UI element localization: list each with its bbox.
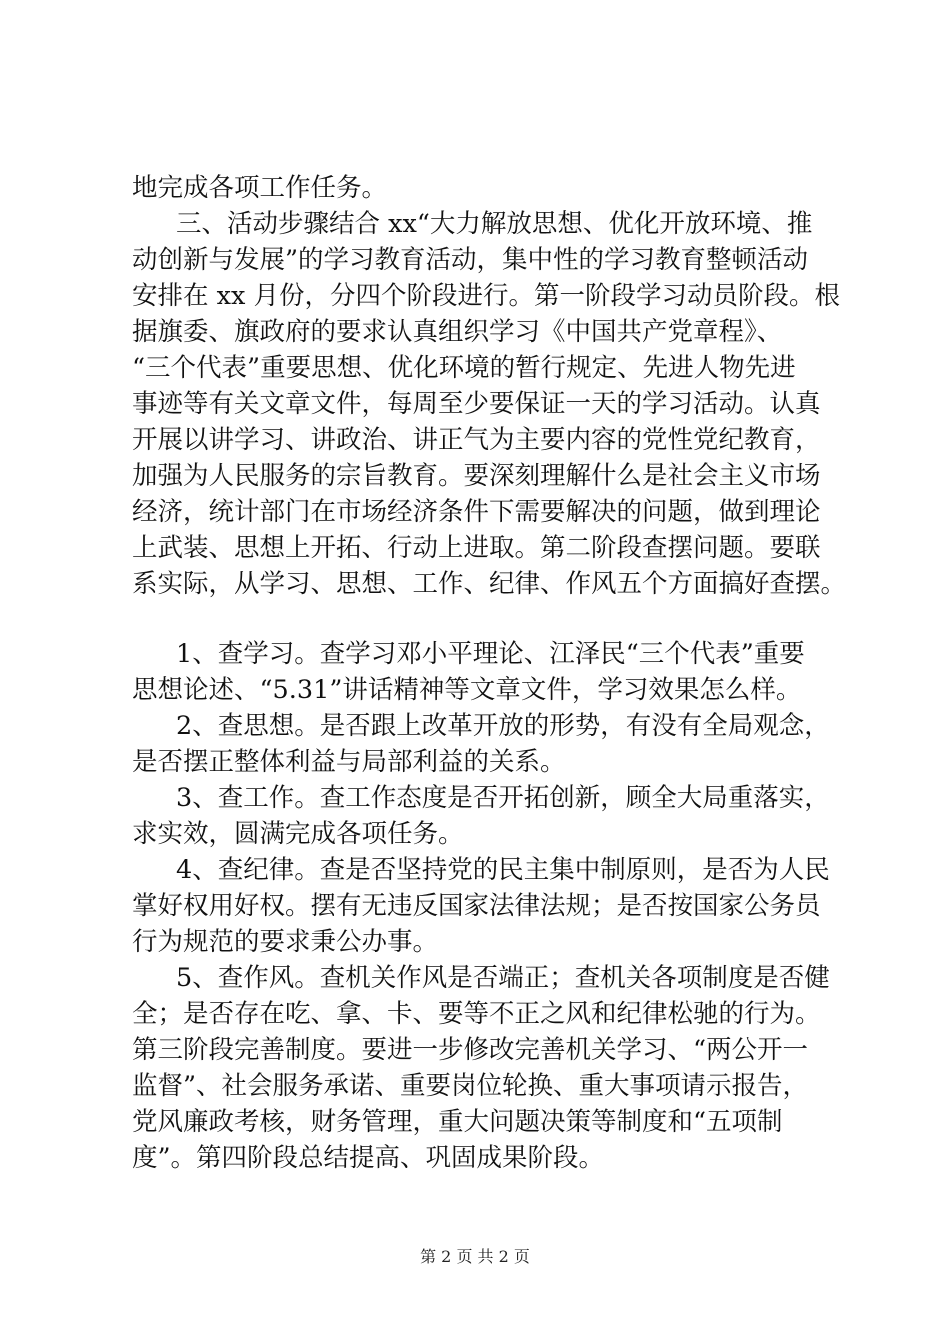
text-line: “三个代表”重要思想、优化环境的暂行规定、先进人物先进	[132, 353, 796, 383]
text-line: 事迹等有关文章文件，每周至少要保证一天的学习活动。认真	[132, 389, 821, 419]
text-line: 党风廉政考核，财务管理，重大问题决策等制度和“五项制	[132, 1107, 783, 1137]
paragraph-gap	[132, 602, 844, 636]
text-line: 开展以讲学习、讲政治、讲正气为主要内容的党性党纪教育，	[132, 425, 821, 455]
text-line: 经济，统计部门在市场经济条件下需要解决的问题，做到理论	[132, 497, 821, 527]
document-body	[132, 170, 847, 1176]
text-line: 行为规范的要求秉公办事。	[132, 927, 439, 957]
text-line: 全；是否存在吃、拿、卡、要等不正之风和纪律松驰的行为。	[132, 999, 821, 1029]
text-line: 第三阶段完善制度。要进一步修改完善机关学习、“两公开一	[132, 1035, 809, 1065]
text-line: 5、查作风。查机关作风是否端正；查机关各项制度是否健	[176, 963, 830, 993]
text-line: 4、查纪律。查是否坚持党的民主集中制原则，是否为人民	[176, 855, 830, 885]
text-line: 掌好权用好权。摆有无违反国家法律法规；是否按国家公务员	[132, 891, 821, 921]
text-line: 思想论述、“5.31”讲话精神等文章文件，学习效果怎么样。	[132, 675, 802, 705]
text-line: 上武装、思想上开拓、行动上进取。第二阶段查摆问题。要联	[132, 533, 821, 563]
text-line: 系实际，从学习、思想、工作、纪律、作风五个方面搞好查摆。	[132, 569, 847, 599]
text-line: 动创新与发展”的学习教育活动，集中性的学习教育整顿活动	[132, 245, 809, 275]
text-line: 求实效，圆满完成各项任务。	[132, 819, 464, 849]
text-line: 是否摆正整体利益与局部利益的关系。	[132, 747, 566, 777]
page-footer: 第 2 页 共 2 页	[420, 1247, 530, 1266]
text-line: 安排在 xx 月份，分四个阶段进行。第一阶段学习动员阶段。根	[132, 281, 840, 311]
text-line: 地完成各项工作任务。	[132, 173, 388, 203]
text-line: 度”。第四阶段总结提高、巩固成果阶段。	[132, 1143, 605, 1173]
text-line: 3、查工作。查工作态度是否开拓创新，顾全大局重落实，	[176, 783, 830, 813]
text-line: 加强为人民服务的宗旨教育。要深刻理解什么是社会主义市场	[132, 461, 821, 491]
text-line: 监督”、社会服务承诺、重要岗位轮换、重大事项请示报告，	[132, 1071, 809, 1101]
text-line: 2、查思想。是否跟上改革开放的形势，有没有全局观念，	[176, 711, 830, 741]
text-line: 三、活动步骤结合 xx“大力解放思想、优化开放环境、推	[176, 209, 813, 239]
text-line: 1、查学习。查学习邓小平理论、江泽民“三个代表”重要	[176, 639, 805, 669]
text-line: 据旗委、旗政府的要求认真组织学习《中国共产党章程》、	[132, 317, 783, 347]
